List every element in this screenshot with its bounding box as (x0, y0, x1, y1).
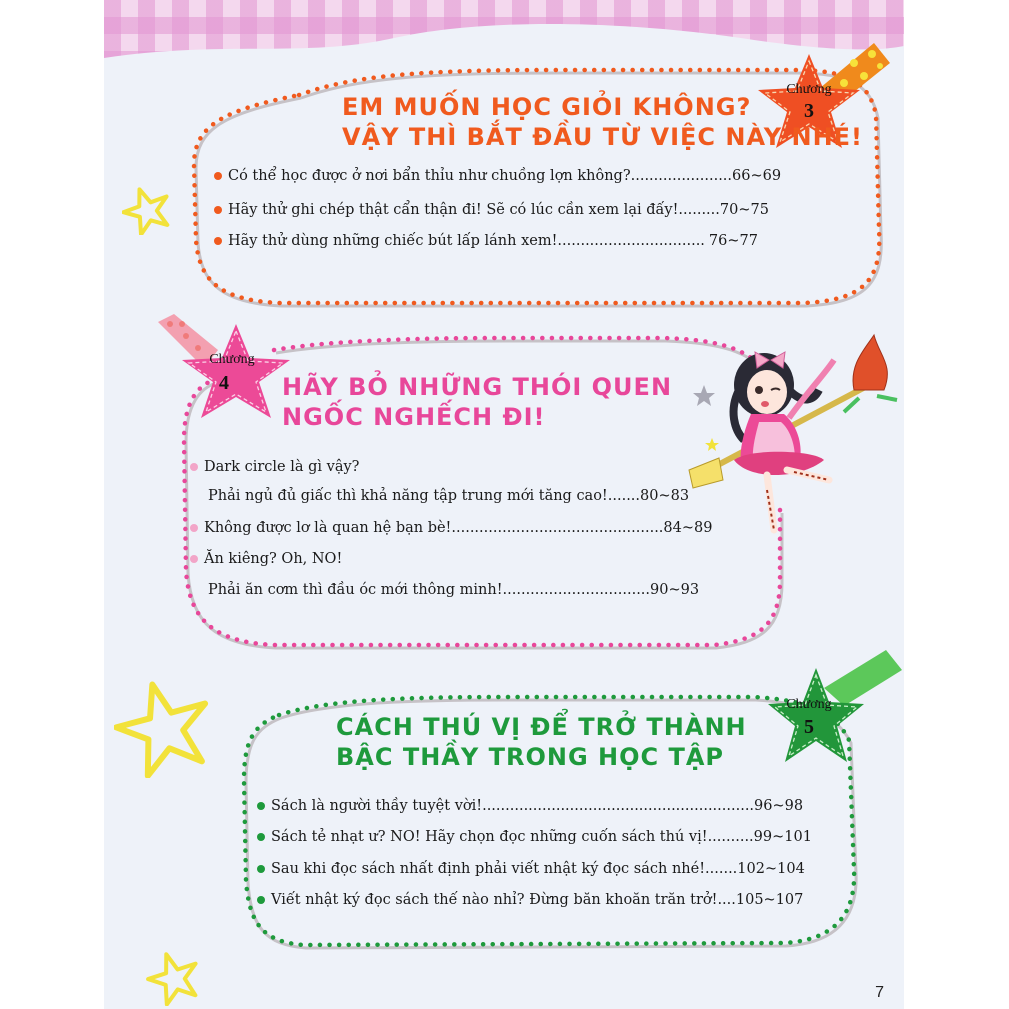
chapter-3-number: 3 (804, 100, 814, 122)
toc-entry[interactable] (257, 798, 849, 814)
entry-leader-dots: .... (717, 892, 736, 908)
entry-title: Sách tẻ nhạt ư? NO! Hãy chọn đọc những cuốn sách thú vị! (271, 829, 708, 845)
chapter-3-label: Chương (786, 82, 832, 97)
entry-pages: 84~89 (663, 520, 713, 536)
toc-entry[interactable] (257, 829, 849, 845)
chapter-5-title-line-1: CÁCH THÚ VỊ ĐỂ TRỞ THÀNH (336, 713, 747, 741)
entry-pages: 80~83 (640, 488, 690, 504)
entry-title: Hãy thử ghi chép thật cẩn thận đi! Sẽ có lúc cần xem lại đấy! (228, 202, 679, 218)
yellow-star-outline-icon (146, 950, 202, 1006)
toc-entry[interactable] (257, 861, 849, 877)
entry-leader-dots: ................................ (502, 582, 651, 598)
toc-entry[interactable] (257, 892, 849, 908)
entry-leader-dots: ......... (678, 202, 720, 218)
entry-title: Sách là người thầy tuyệt vời! (271, 798, 483, 814)
entry-leader-dots: .............................................. (451, 520, 664, 536)
entry-title: Phải ngủ đủ giấc thì khả năng tập trung mới tăng cao! (208, 488, 608, 504)
entry-leader-dots: ................................ (557, 233, 705, 249)
entry-title: Ăn kiêng? Oh, NO! (204, 551, 343, 567)
page-number: 7 (875, 984, 884, 1001)
bullet-icon (257, 802, 265, 810)
entry-leader-dots: ....... (705, 861, 738, 877)
entry-pages: 70~75 (719, 202, 769, 218)
yellow-star-outline-icon (114, 678, 214, 778)
chapter-3-title-line-2: VẬY THÌ BẮT ĐẦU TỪ VIỆC NÀY NHÉ! (342, 123, 863, 151)
entry-pages: 105~107 (735, 892, 804, 908)
entry-pages: 90~93 (650, 582, 700, 598)
entry-pages: 96~98 (754, 798, 804, 814)
bullet-icon (257, 833, 265, 841)
bullet-icon (257, 865, 265, 873)
chapter-4-number: 4 (219, 372, 229, 394)
entry-title: Không được lơ là quan hệ bạn bè! (204, 520, 452, 536)
entry-pages: 66~69 (732, 168, 782, 184)
entry-title: Dark circle là gì vậy? (204, 459, 360, 475)
book-page (104, 0, 904, 1009)
chapter-5-title-line-2: BẬC THẦY TRONG HỌC TẬP (336, 743, 724, 771)
entry-pages: 76~77 (708, 233, 758, 249)
entry-pages: 99~101 (753, 829, 812, 845)
chapter-5-card (104, 0, 904, 1009)
chapter-5-label: Chương (786, 697, 832, 712)
chapter-5-dotted-border (104, 0, 904, 1009)
chapter-3-title-line-1: EM MUỐN HỌC GIỎI KHÔNG? (342, 93, 752, 121)
chapter-4-title-line-2: NGỐC NGHẾCH ĐI! (282, 403, 546, 431)
chapter-5-number: 5 (804, 716, 814, 738)
entry-title: Sau khi đọc sách nhất định phải viết nhật ký đọc sách nhé! (271, 861, 706, 877)
chapter-5-title (336, 712, 747, 772)
entry-leader-dots: ....... (607, 488, 641, 504)
chapter-4-label: Chương (209, 352, 255, 367)
entry-leader-dots: .......... (707, 829, 754, 845)
chapter-4-title-line-1: HÃY BỎ NHỮNG THÓI QUEN (282, 373, 673, 401)
entry-title: Hãy thử dùng những chiếc bút lấp lánh xem! (228, 233, 558, 249)
bullet-icon (257, 896, 265, 904)
entry-title: Viết nhật ký đọc sách thế nào nhỉ? Đừng băn khoăn trăn trở! (271, 892, 718, 908)
entry-leader-dots: ........................................................... (482, 798, 755, 814)
entry-pages: 102~104 (737, 861, 805, 877)
entry-leader-dots: ...................... (630, 168, 733, 184)
entry-title: Có thể học được ở nơi bẩn thỉu như chuồng lợn không? (228, 168, 631, 184)
entry-title: Phải ăn cơm thì đầu óc mới thông minh! (208, 582, 503, 598)
